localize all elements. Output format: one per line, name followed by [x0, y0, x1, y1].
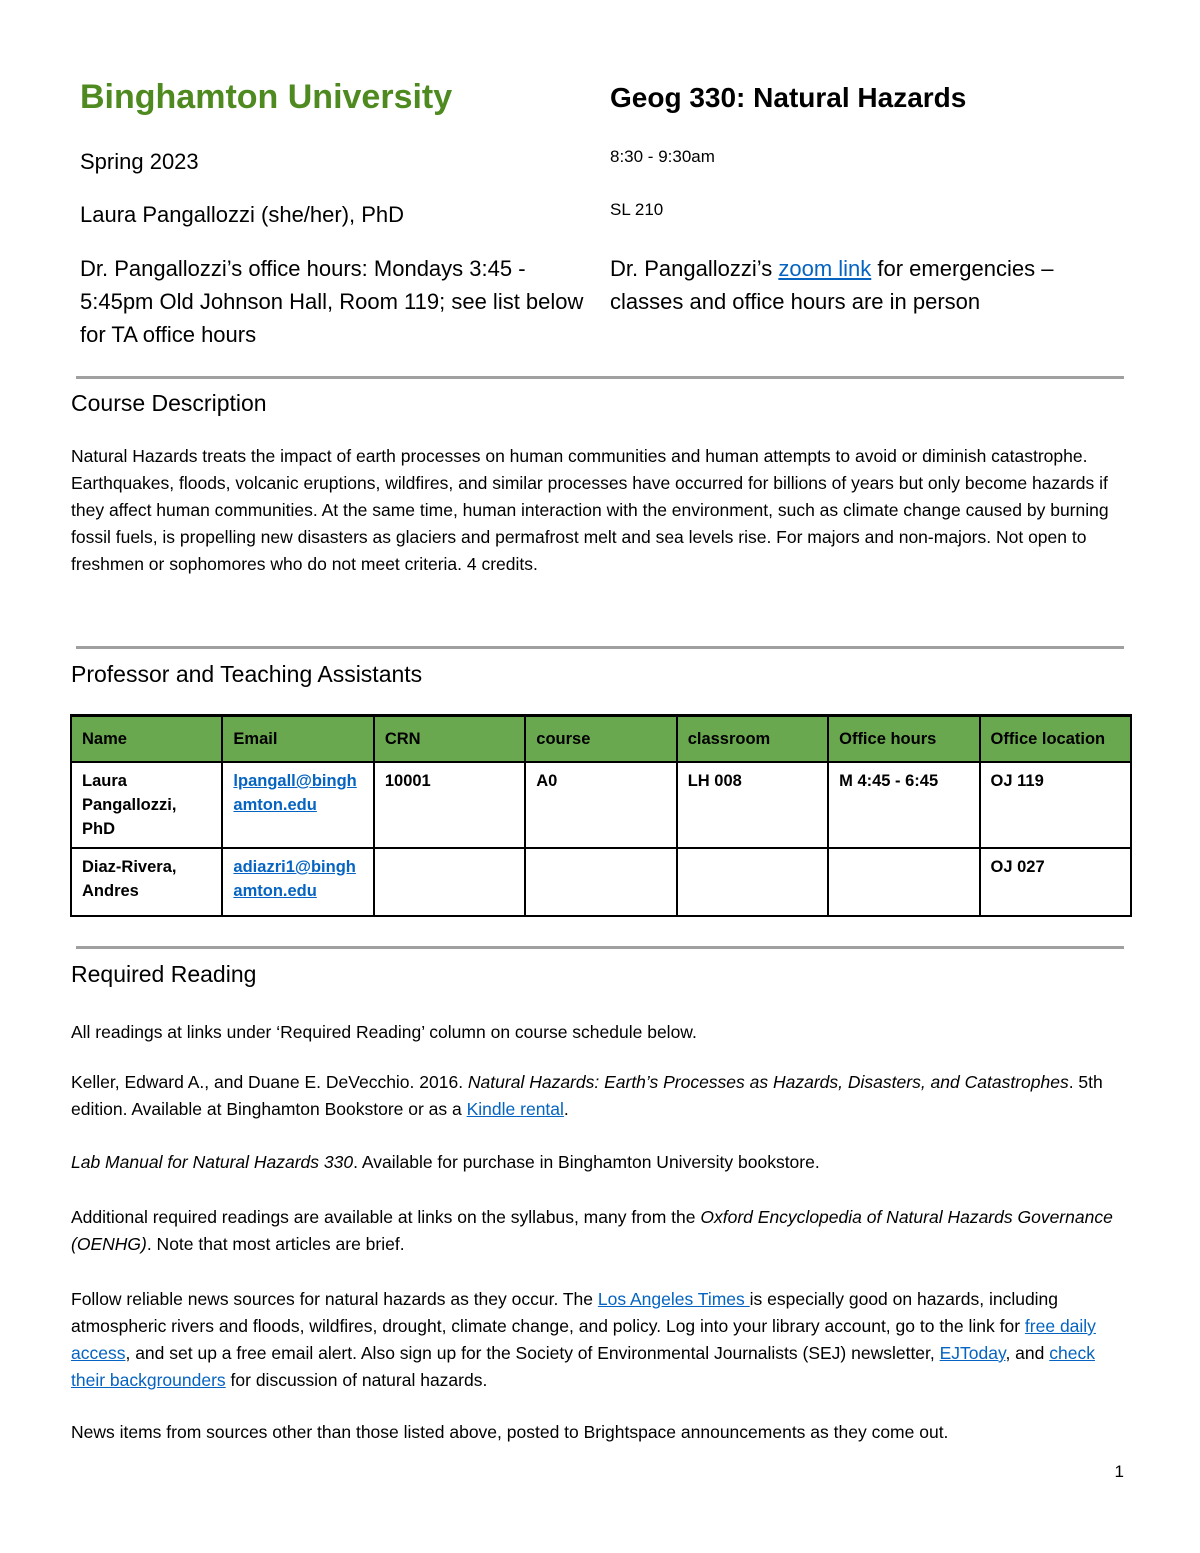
- university-name: Binghamton University: [80, 78, 453, 116]
- reading-intro: All readings at links under ‘Required Reading’ column on course schedule below.: [71, 1022, 697, 1042]
- la-times-link[interactable]: Los Angeles Times: [597, 1289, 750, 1309]
- textbook-authors: Keller, Edward A., and Duane E. DeVecchio. 2016.: [71, 1072, 468, 1092]
- news-text-c: , and set up a free email alert. Also sign up for the Society of Environmental Journalists (SEJ) newsletter,: [125, 1343, 940, 1363]
- cell-office-hours: M 4:45 - 6:45: [828, 762, 979, 848]
- textbook-end: .: [563, 1099, 569, 1119]
- class-time: 8:30 - 9:30am: [610, 147, 715, 166]
- col-email: Email: [222, 716, 373, 763]
- divider: [76, 946, 1124, 949]
- course-description-title: Course Description: [71, 390, 267, 416]
- reading-textbook: [71, 1069, 1131, 1123]
- col-name: Name: [71, 716, 222, 763]
- required-reading-title: Required Reading: [71, 961, 257, 987]
- cell-email: [222, 762, 373, 848]
- cell-course: [525, 848, 676, 916]
- oenhg-title: Oxford Encyclopedia of Natural Hazards Governance (OENHG): [71, 1207, 1113, 1254]
- col-classroom: classroom: [677, 716, 828, 763]
- cell-classroom: [677, 848, 828, 916]
- news-text-d: , and: [1005, 1343, 1050, 1363]
- email-link[interactable]: lpangall@binghamton.edu: [233, 772, 357, 814]
- col-course: course: [525, 716, 676, 763]
- cell-office-hours: [828, 848, 979, 916]
- reading-lab-manual: [71, 1149, 1131, 1176]
- backgrounders-link[interactable]: check their backgrounders: [71, 1343, 1095, 1390]
- table-row: [71, 762, 1131, 848]
- col-crn: CRN: [374, 716, 525, 763]
- cell-email: [222, 848, 373, 916]
- ejtoday-link[interactable]: EJToday: [939, 1343, 1006, 1363]
- zoom-prefix: Dr. Pangallozzi’s: [610, 256, 779, 281]
- cell-name: Diaz-Rivera, Andres: [71, 848, 222, 916]
- col-office-location: Office location: [980, 716, 1131, 763]
- cell-name: Laura Pangallozzi, PhD: [71, 762, 222, 848]
- reading-news: [71, 1286, 1131, 1394]
- staff-title: Professor and Teaching Assistants: [71, 661, 423, 687]
- cell-crn: 10001: [374, 762, 525, 848]
- course-title: Geog 330: Natural Hazards: [610, 82, 967, 113]
- email-link[interactable]: adiazri1@binghamton.edu: [233, 858, 356, 900]
- lab-manual-title: Lab Manual for Natural Hazards 330: [71, 1152, 354, 1172]
- page-number: 1: [1114, 1462, 1124, 1481]
- free-daily-access-link[interactable]: free daily access: [71, 1316, 1096, 1363]
- term: Spring 2023: [80, 149, 199, 174]
- instructor: Laura Pangallozzi (she/her), PhD: [80, 202, 405, 227]
- lab-manual-note: . Available for purchase in Binghamton University bookstore.: [353, 1152, 820, 1172]
- reading-additional: [71, 1204, 1131, 1258]
- cell-office-location: OJ 119: [980, 762, 1131, 848]
- zoom-link[interactable]: zoom link: [778, 256, 872, 281]
- divider: [76, 376, 1124, 379]
- kindle-rental-link[interactable]: Kindle rental: [466, 1099, 564, 1119]
- divider: [76, 646, 1124, 649]
- zoom-suffix: for emergencies – classes and office hours are in person: [610, 256, 1054, 314]
- table-header-row: [71, 716, 1131, 763]
- news-text-b: is especially good on hazards, including atmospheric rivers and floods, wildfires, drought, climate change, and policy. Log into your library account, go to the link for: [71, 1289, 1059, 1336]
- news-text-e: for discussion of natural hazards.: [225, 1370, 488, 1390]
- cell-office-location: OJ 027: [980, 848, 1131, 916]
- table-row: [71, 848, 1131, 916]
- additional-note: . Note that most articles are brief.: [146, 1234, 405, 1254]
- additional-text: Additional required readings are available at links on the syllabus, many from the: [71, 1207, 701, 1227]
- office-hours: Dr. Pangallozzi’s office hours: Mondays 3:45 - 5:45pm Old Johnson Hall, Room 119; see list below for TA office hours: [80, 256, 584, 347]
- cell-crn: [374, 848, 525, 916]
- col-office-hours: Office hours: [828, 716, 979, 763]
- zoom-note: [610, 252, 1130, 318]
- class-room: SL 210: [610, 200, 664, 219]
- cell-course: A0: [525, 762, 676, 848]
- textbook-edition: . 5th edition. Available at Binghamton Bookstore or as a: [71, 1072, 1103, 1119]
- news-text-a: Follow reliable news sources for natural hazards as they occur. The: [71, 1289, 598, 1309]
- reading-brightspace: News items from sources other than those listed above, posted to Brightspace announcements as they come out.: [71, 1422, 949, 1442]
- course-description-text: Natural Hazards treats the impact of earth processes on human communities and human attempts to avoid or diminish catastrophe. Earthquakes, floods, volcanic eruptions, wildfires, and similar processes have occurred for billions of years but only become hazards if they affect human communities. At the same time, human interaction with the environment, such as climate change caused by burning fossil fuels, is propelling new disasters as glaciers and permafrost melt and sea levels rise. For majors and non-majors. Not open to freshmen or sophomores who do not meet criteria. 4 credits.: [71, 446, 1109, 574]
- textbook-title: Natural Hazards: Earth’s Processes as Hazards, Disasters, and Catastrophes: [467, 1072, 1069, 1092]
- staff-table: [70, 714, 1132, 917]
- cell-classroom: LH 008: [677, 762, 828, 848]
